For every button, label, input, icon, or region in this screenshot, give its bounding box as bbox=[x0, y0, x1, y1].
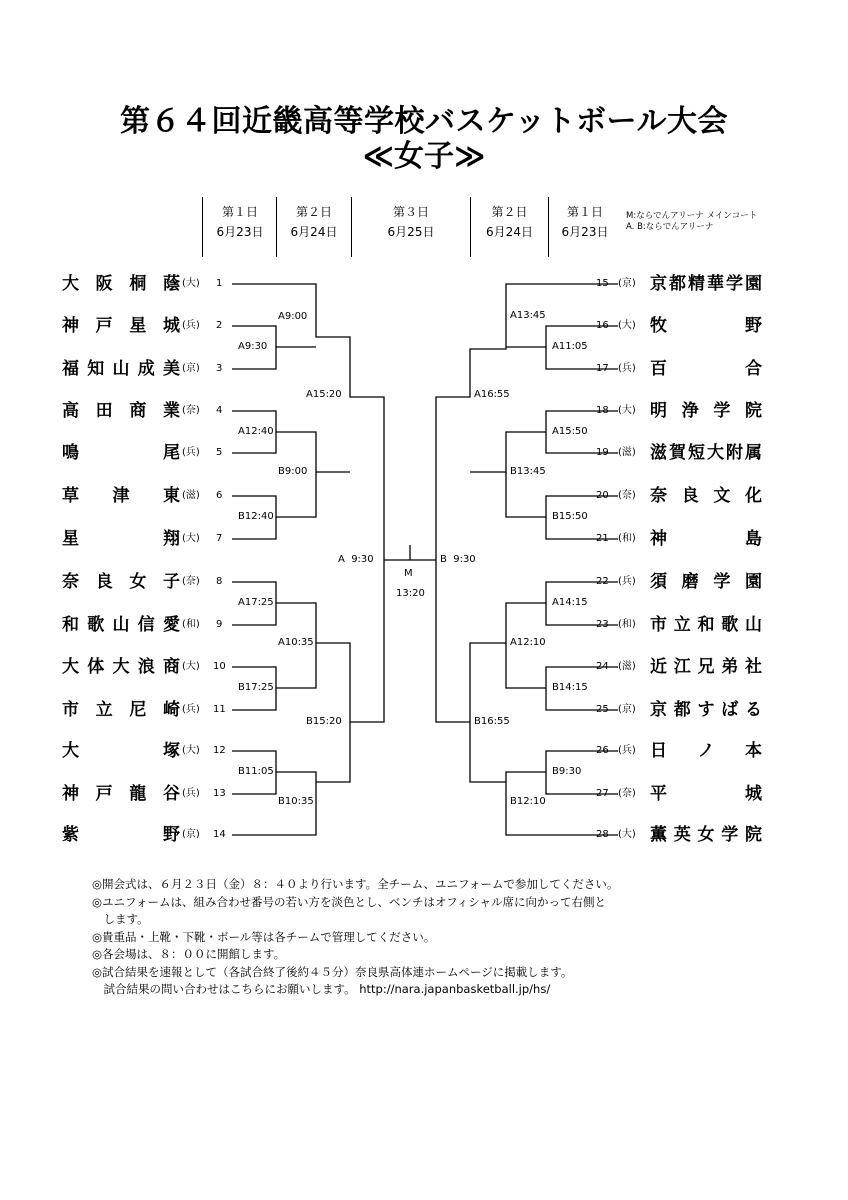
team-prefecture: (兵) bbox=[618, 745, 636, 756]
team-number: 22 bbox=[596, 576, 609, 587]
team-prefecture: (大) bbox=[182, 661, 200, 672]
game-label: B17:25 bbox=[238, 682, 274, 693]
note-line: します。 bbox=[92, 912, 149, 926]
team-number: 6 bbox=[216, 490, 223, 501]
team-number: 1 bbox=[216, 278, 223, 289]
team-prefecture: (滋) bbox=[182, 490, 200, 501]
note-line: ◎各会場は、８：００に開館します。 bbox=[92, 947, 286, 961]
team-prefecture: (滋) bbox=[618, 447, 636, 458]
game-label: A11:05 bbox=[552, 341, 588, 352]
team-name: 近江兄弟社 bbox=[650, 657, 762, 677]
team-number: 19 bbox=[596, 447, 609, 458]
game-label: B14:15 bbox=[552, 682, 588, 693]
game-label: B9:00 bbox=[278, 466, 308, 477]
team-name: 奈良女子 bbox=[62, 572, 180, 592]
team-name: 市立尼崎 bbox=[62, 700, 180, 720]
team-prefecture: (兵) bbox=[618, 576, 636, 587]
team-name: 市立和歌山 bbox=[650, 615, 762, 635]
team-number: 4 bbox=[216, 405, 223, 416]
team-prefecture: (奈) bbox=[618, 788, 636, 799]
day-label: 第３日 bbox=[392, 205, 429, 219]
game-label: A15:20 bbox=[306, 389, 342, 400]
team-prefecture: (奈) bbox=[618, 490, 636, 501]
game-label: B 9:30 bbox=[440, 554, 476, 565]
day-label: 第２日 bbox=[295, 205, 332, 219]
game-label: B12:10 bbox=[510, 796, 546, 807]
note-line: ◎試合結果を速報として（各試合終了後約４５分）奈良県高体連ホームページに掲載します。 bbox=[92, 964, 573, 979]
game-label: A12:40 bbox=[238, 426, 274, 437]
game-label: A12:10 bbox=[510, 637, 546, 648]
game-label: A13:45 bbox=[510, 310, 546, 321]
team-prefecture: (大) bbox=[182, 533, 200, 544]
game-label: B15:50 bbox=[552, 511, 588, 522]
team-prefecture: (大) bbox=[182, 278, 200, 289]
team-number: 9 bbox=[216, 619, 223, 630]
team-name: 薫英女学院 bbox=[650, 825, 762, 845]
team-name: 百合 bbox=[650, 359, 762, 379]
team-prefecture: (大) bbox=[618, 829, 636, 840]
final-time: 13:20 bbox=[396, 588, 425, 599]
note-line: 試合結果の問い合わせはこちらにお願いします。 http://nara.japanbasketball.jp/hs/ bbox=[92, 982, 551, 996]
day-date: 6月23日 bbox=[561, 225, 609, 239]
page-subtitle: ≪女子≫ bbox=[362, 139, 486, 174]
team-prefecture: (兵) bbox=[182, 447, 200, 458]
team-prefecture: (京) bbox=[182, 829, 200, 840]
day-label: 第１日 bbox=[221, 205, 258, 219]
team-prefecture: (兵) bbox=[618, 363, 636, 374]
team-name: 高田商業 bbox=[62, 401, 180, 421]
game-label: B9:30 bbox=[552, 766, 582, 777]
day-date: 6月25日 bbox=[387, 225, 435, 239]
team-name: 福知山成美 bbox=[62, 359, 180, 379]
note-line: ◎貴重品・上靴・下靴・ボール等は各チームで管理してください。 bbox=[92, 929, 436, 944]
game-label: A10:35 bbox=[278, 637, 314, 648]
team-name: 神戸星城 bbox=[62, 316, 180, 336]
team-number: 24 bbox=[596, 661, 609, 672]
game-label: B10:35 bbox=[278, 796, 314, 807]
team-name: 滋賀短大附属 bbox=[650, 443, 762, 463]
team-number: 21 bbox=[596, 533, 609, 544]
team-prefecture: (和) bbox=[618, 533, 636, 544]
day-label: 第１日 bbox=[566, 205, 603, 219]
team-number: 17 bbox=[596, 363, 609, 374]
team-prefecture: (奈) bbox=[182, 405, 200, 416]
team-number: 5 bbox=[216, 447, 223, 458]
team-prefecture: (滋) bbox=[618, 661, 636, 672]
team-number: 18 bbox=[596, 405, 609, 416]
game-label: A 9:30 bbox=[338, 554, 374, 565]
team-number: 27 bbox=[596, 788, 609, 799]
team-number: 10 bbox=[213, 661, 226, 672]
team-number: 2 bbox=[216, 320, 223, 331]
team-name: 神島 bbox=[650, 529, 762, 549]
team-name: 牧野 bbox=[650, 316, 762, 336]
note-line: ◎開会式は、６月２３日（金）８：４０より行います。全チーム、ユニフォームで参加してください。 bbox=[92, 877, 619, 891]
team-name: 京都すばる bbox=[650, 700, 762, 720]
team-name: 鳴尾 bbox=[62, 443, 180, 463]
team-prefecture: (兵) bbox=[182, 704, 200, 715]
team-name: 大阪桐蔭 bbox=[62, 274, 180, 294]
team-name: 紫野 bbox=[62, 825, 180, 845]
day-label: 第２日 bbox=[491, 205, 528, 219]
team-number: 12 bbox=[213, 745, 226, 756]
team-prefecture: (和) bbox=[182, 619, 200, 630]
team-name: 平城 bbox=[650, 784, 762, 804]
game-label: A15:50 bbox=[552, 426, 588, 437]
team-number: 14 bbox=[213, 829, 226, 840]
page-title: 第６４回近畿高等学校バスケットボール大会 bbox=[120, 104, 728, 139]
legend-main-court: M:ならでんアリーナ メインコート bbox=[626, 211, 758, 221]
notes bbox=[92, 876, 618, 999]
team-name: 京都精華学園 bbox=[650, 274, 762, 294]
team-prefecture: (和) bbox=[618, 619, 636, 630]
team-prefecture: (奈) bbox=[182, 576, 200, 587]
team-prefecture: (大) bbox=[182, 745, 200, 756]
team-prefecture: (兵) bbox=[182, 320, 200, 331]
game-label: A16:55 bbox=[474, 389, 510, 400]
team-name: 大体大浪商 bbox=[62, 657, 180, 677]
day-date: 6月24日 bbox=[486, 225, 533, 239]
team-name: 日ノ本 bbox=[650, 741, 762, 761]
team-number: 16 bbox=[596, 320, 609, 331]
game-label: B13:45 bbox=[510, 466, 546, 477]
team-name: 草津東 bbox=[62, 486, 180, 506]
team-name: 明浄学院 bbox=[650, 401, 762, 421]
team-name: 大塚 bbox=[62, 741, 180, 761]
team-name: 須磨学園 bbox=[650, 572, 762, 592]
game-label: A9:30 bbox=[238, 341, 268, 352]
team-number: 20 bbox=[596, 490, 609, 501]
game-label: B15:20 bbox=[306, 716, 342, 727]
team-prefecture: (兵) bbox=[182, 788, 200, 799]
team-prefecture: (大) bbox=[618, 320, 636, 331]
team-prefecture: (京) bbox=[618, 704, 636, 715]
team-prefecture: (大) bbox=[618, 405, 636, 416]
legend-ab-courts: A. B:ならでんアリーナ bbox=[626, 222, 714, 232]
team-number: 7 bbox=[216, 533, 223, 544]
game-label: B11:05 bbox=[238, 766, 274, 777]
game-label: B12:40 bbox=[238, 511, 274, 522]
game-label: A17:25 bbox=[238, 597, 274, 608]
note-line: ◎ユニフォームは、組み合わせ番号の若い方を淡色とし、ベンチはオフィシャル席に向かって右側と bbox=[92, 894, 606, 909]
team-name: 星翔 bbox=[62, 529, 180, 549]
day-date: 6月23日 bbox=[216, 225, 264, 239]
day-date: 6月24日 bbox=[290, 225, 338, 239]
team-name: 和歌山信愛 bbox=[62, 615, 180, 635]
team-prefecture: (京) bbox=[182, 363, 200, 374]
team-number: 28 bbox=[596, 829, 609, 840]
game-label: A14:15 bbox=[552, 597, 588, 608]
team-number: 3 bbox=[216, 363, 223, 374]
team-number: 23 bbox=[596, 619, 609, 630]
game-label: B16:55 bbox=[474, 716, 510, 727]
final-court: M bbox=[404, 568, 413, 579]
team-number: 8 bbox=[216, 576, 223, 587]
team-number: 15 bbox=[596, 278, 609, 289]
game-label: A9:00 bbox=[278, 311, 308, 322]
team-number: 25 bbox=[596, 704, 609, 715]
team-number: 26 bbox=[596, 745, 609, 756]
team-name: 奈良文化 bbox=[650, 486, 762, 506]
team-number: 13 bbox=[213, 788, 226, 799]
team-name: 神戸龍谷 bbox=[62, 784, 180, 804]
team-number: 11 bbox=[213, 704, 226, 715]
team-prefecture: (京) bbox=[618, 278, 636, 289]
